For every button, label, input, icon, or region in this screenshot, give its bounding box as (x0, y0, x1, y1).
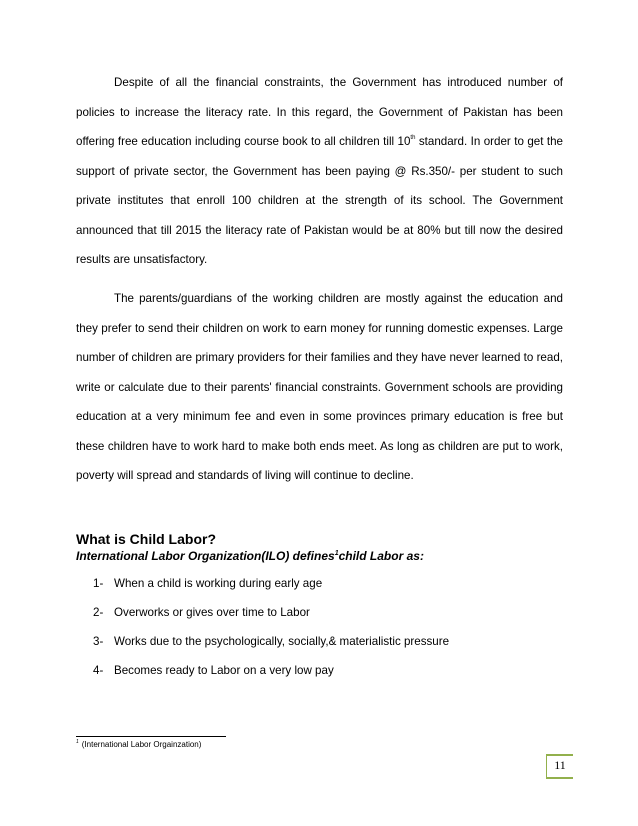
definition-list (93, 569, 449, 685)
list-item-number: 3- (93, 635, 104, 648)
list-item-number: 2- (93, 606, 104, 619)
list-item (93, 569, 449, 598)
list-item-text: Becomes ready to Labor on a very low pay (114, 664, 334, 677)
list-item-text: When a child is working during early age (114, 577, 323, 590)
section-heading: What is Child Labor? (76, 531, 216, 547)
paragraph-1-text-a: Despite of all the financial constraints, the Government has introduced number of policies to increase the literacy rate. In this regard, the Government of Pakistan has been offering free education including course book to all children till 10 (76, 76, 563, 148)
paragraph-literacy-policy (76, 68, 563, 275)
section-subheading (76, 549, 424, 563)
paragraph-parents-guardians (76, 284, 563, 491)
subheading-text-a: International Labor Organization(ILO) defines (76, 549, 335, 563)
footnote (76, 740, 201, 749)
list-item-number: 4- (93, 664, 104, 677)
footnote-text: (International Labor Orgainzation) (81, 740, 202, 749)
footnote-reference: 1 (334, 550, 339, 557)
list-item-number: 1- (93, 577, 104, 590)
list-item (93, 656, 449, 685)
footnote-marker: 1 (76, 739, 79, 745)
list-item (93, 627, 449, 656)
page-number-bottom-rule (546, 777, 573, 779)
paragraph-1-text-b: standard. In order to get the support of private sector, the Government has been paying @ Rs.350/- per student to such private institutes that enroll 100 children at the strength of its school. The Government announced that till 2015 the literacy rate of Pakistan would be at 80% but till now the desired results are unsatisfactory. (76, 135, 563, 266)
page-number: 11 (554, 758, 566, 772)
page-number-top-rule (546, 754, 573, 756)
footnote-divider (76, 736, 226, 737)
subheading-text-b: child Labor as: (338, 549, 424, 563)
list-item-text: Works due to the psychologically, socially,& materialistic pressure (114, 635, 450, 648)
paragraph-2-text: The parents/guardians of the working children are mostly against the education and they prefer to send their children on work to earn money for running domestic expenses. Large number of children are primary providers for their families and they have never learned to read, write or calculate due to their parents' financial constraints. Government schools are providing education at a very minimum fee and even in some provinces primary education is free but these children have to work hard to make both ends meet. As long as children are put to work, poverty will spread and standards of living will continue to decline. (76, 292, 563, 482)
list-item-text: Overworks or gives over time to Labor (114, 606, 310, 619)
ordinal-superscript: th (410, 135, 416, 141)
list-item (93, 598, 449, 627)
